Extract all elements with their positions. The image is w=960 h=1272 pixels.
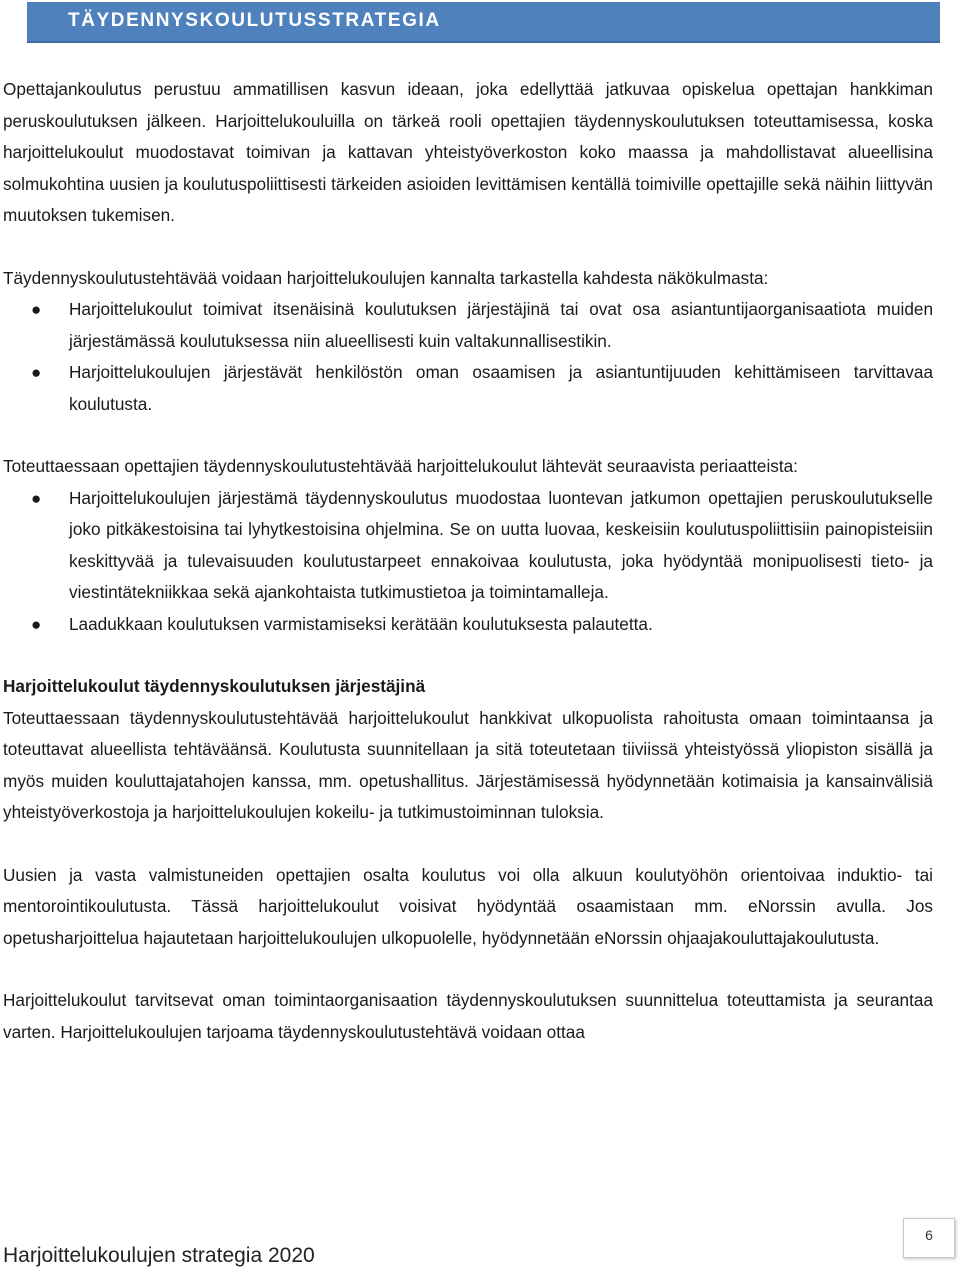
list-item: ● Harjoittelukoulujen järjestämä täydennyskoulutus muodostaa luontevan jatkumon opettajien peruskoulutukselle joko pitkäkestoisina tai lyhytkestoisina ohjelmina. Se on uutta luovaa, keskeisiin koulutuspoliittisiin painopisteisiin keskittyvää ja tulevaisuuden koulutustarpeet ennakoivaa koulutusta, joka hyödyntää monipuolisesti tieto- ja viestintätekniikkaa sekä ajankohtaista tutkimustietoa ja toimintamalleja. [3, 483, 933, 609]
paragraph-perspectives: Täydennyskoulutustehtävää voidaan harjoittelukoulujen kannalta tarkastella kahdesta näkökulmasta: [3, 267, 769, 288]
section-heading: Harjoittelukoulut täydennyskoulutuksen järjestäjinä [3, 676, 426, 696]
document-body [3, 74, 933, 1048]
footer-text: Harjoittelukoulujen strategia 2020 [3, 1244, 315, 1267]
bullet-list-principles [3, 483, 933, 641]
bullet-icon: ● [31, 300, 42, 319]
page-number: 6 [925, 1227, 933, 1243]
list-item: ● Harjoittelukoulut toimivat itsenäisinä koulutuksen järjestäjinä tai ovat osa asiantuntijaorganisaatiota muiden järjestämässä koulutuksessa niin alueellisesti kuin valtakunnallisestikin. [3, 294, 933, 357]
paragraph-induction: Uusien ja vasta valmistuneiden opettajien osalta koulutus voi olla alkuun koulutyöhön orientoivaa induktio- tai mentorointikoulutusta. Tässä harjoittelukoulut voisivat hyödyntää osaamistaan mm. eNorssin avulla. Jos opetusharjoittelua hajautetaan harjoittelukoulujen ulkopuolelle, hyödynnetään eNorssin ohjaajakouluttajakoulutusta. [3, 864, 933, 948]
paragraph-intro: Opettajankoulutus perustuu ammatillisen kasvun ideaan, joka edellyttää jatkuvaa opiskelua opettajan hankkiman peruskoulutuksen jälkeen. Harjoittelukouluilla on tärkeä rooli opettajien täydennyskoulutuksen toteuttamisessa, koska harjoittelukoulut muodostavat toimivan ja kattavan yhteistyöverkoston koko maassa ja mahdollistavat alueellisina solmukohtina uusien ja koulutuspoliittisesti tärkeiden asioiden levittämisen kentällä toimiville opettajille sekä näihin liittyvän muutoksen tukemisen. [3, 79, 933, 225]
bullet-icon: ● [31, 488, 42, 508]
list-item: ● Laadukkaan koulutuksen varmistamiseksi kerätään koulutuksesta palautetta. [3, 609, 933, 641]
page-number-box [903, 1218, 955, 1258]
paragraph-principles: Toteuttaessaan opettajien täydennyskoulutustehtävää harjoittelukoulut lähtevät seuraavista periaatteista: [3, 456, 798, 476]
bullet-icon: ● [31, 363, 42, 382]
paragraph-funding: Toteuttaessaan täydennyskoulutustehtävää harjoittelukoulut hankkivat ulkopuolista rahoitusta omaan toimintaansa ja toteuttavat alueellista tehtäväänsä. Koulutusta suunnitellaan ja sitä toteutetaan tiiviissä yhteistyössä yliopiston sisällä ja myös muiden kouluttajatahojen kanssa, mm. opetushallitus. Järjestämisessä hyödynnetään kotimaisia ja kansainvälisiä yhteistyöverkostoja ja harjoittelukoulujen kokeilu- ja tutkimustoiminnan tuloksia. [3, 707, 933, 822]
bullet-list-perspectives [3, 294, 933, 420]
paragraph-organisation: Harjoittelukoulut tarvitsevat oman toimintaorganisaation täydennyskoulutuksen suunnittelua toteuttamista ja seurantaa varten. Harjoittelukoulujen tarjoama täydennyskoulutustehtävä voidaan ottaa [3, 990, 933, 1042]
section-title: TÄYDENNYSKOULUTUSSTRATEGIA [68, 10, 441, 31]
list-item: ● Harjoittelukoulujen järjestävät henkilöstön oman osaamisen ja asiantuntijuuden kehittämiseen tarvittavaa koulutusta. [3, 357, 933, 420]
bullet-icon: ● [31, 614, 42, 634]
section-banner [27, 2, 940, 43]
